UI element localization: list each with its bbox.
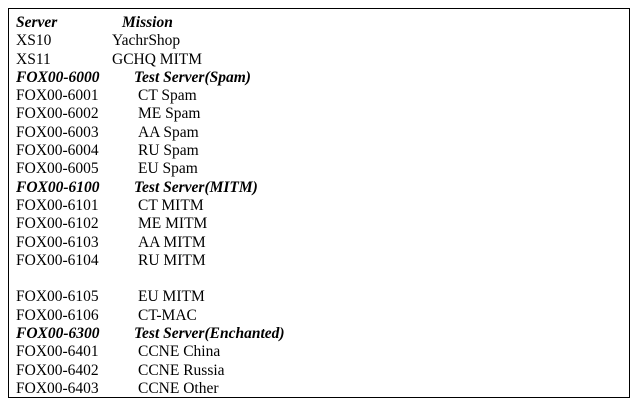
mission-cell: YachrShop bbox=[112, 32, 181, 50]
table-row bbox=[16, 343, 629, 361]
mission-cell: ME MITM bbox=[138, 215, 208, 233]
server-cell: FOX00-6004 bbox=[16, 142, 99, 160]
table-group-row bbox=[16, 179, 629, 197]
server-cell: FOX00-6005 bbox=[16, 160, 99, 178]
table-row bbox=[16, 288, 629, 306]
mission-cell: AA Spam bbox=[138, 123, 199, 141]
server-cell: FOX00-6403 bbox=[16, 379, 99, 397]
mission-cell: AA MITM bbox=[138, 233, 206, 251]
table-row bbox=[16, 215, 629, 233]
server-cell: FOX00-6401 bbox=[16, 343, 99, 361]
server-column-header: Server bbox=[16, 14, 58, 31]
table-row bbox=[16, 105, 629, 123]
server-cell: FOX00-6300 bbox=[16, 325, 100, 343]
mission-cell: RU MITM bbox=[138, 251, 206, 269]
server-cell: XS11 bbox=[16, 50, 51, 68]
server-cell: FOX00-6104 bbox=[16, 251, 99, 269]
server-cell: FOX00-6000 bbox=[16, 68, 100, 86]
server-cell: FOX00-6101 bbox=[16, 196, 99, 214]
server-cell: FOX00-6003 bbox=[16, 123, 99, 141]
table-group-row bbox=[16, 69, 629, 87]
table-row bbox=[16, 234, 629, 252]
server-table bbox=[16, 14, 629, 398]
table-row bbox=[16, 252, 629, 270]
table-spacer-row bbox=[16, 270, 629, 288]
mission-cell: RU Spam bbox=[138, 142, 199, 160]
server-cell: FOX00-6001 bbox=[16, 87, 99, 105]
mission-cell: CT-MAC bbox=[138, 306, 197, 324]
table-row bbox=[16, 380, 629, 398]
mission-cell: CCNE Other bbox=[138, 379, 219, 397]
server-cell: FOX00-6103 bbox=[16, 233, 99, 251]
server-cell: XS10 bbox=[16, 32, 52, 50]
server-table-frame bbox=[8, 8, 630, 398]
mission-cell: EU MITM bbox=[138, 288, 205, 306]
server-cell: FOX00-6106 bbox=[16, 306, 99, 324]
mission-column-header: Mission bbox=[122, 14, 173, 31]
server-cell: FOX00-6402 bbox=[16, 361, 99, 379]
mission-cell: Test Server(MITM) bbox=[134, 178, 258, 196]
table-row bbox=[16, 142, 629, 160]
server-cell: FOX00-6002 bbox=[16, 105, 99, 123]
table-row bbox=[16, 197, 629, 215]
table-row bbox=[16, 87, 629, 105]
table-row bbox=[16, 124, 629, 142]
mission-cell: GCHQ MITM bbox=[112, 50, 202, 68]
table-group-row bbox=[16, 325, 629, 343]
table-row bbox=[16, 32, 629, 50]
server-cell: FOX00-6105 bbox=[16, 288, 99, 306]
table-body bbox=[16, 32, 629, 398]
mission-cell: ME Spam bbox=[138, 105, 201, 123]
mission-cell: CT Spam bbox=[138, 87, 197, 105]
mission-cell: CCNE China bbox=[138, 343, 221, 361]
table-row bbox=[16, 51, 629, 69]
table-header-row bbox=[16, 14, 629, 32]
table-row bbox=[16, 362, 629, 380]
mission-cell: Test Server(Spam) bbox=[134, 68, 251, 86]
mission-cell: CCNE Russia bbox=[138, 361, 225, 379]
mission-cell: EU Spam bbox=[138, 160, 198, 178]
table-row bbox=[16, 160, 629, 178]
mission-cell: CT MITM bbox=[138, 196, 204, 214]
mission-cell: Test Server(Enchanted) bbox=[134, 325, 285, 343]
server-cell: FOX00-6100 bbox=[16, 178, 100, 196]
server-cell: FOX00-6102 bbox=[16, 215, 99, 233]
table-row bbox=[16, 307, 629, 325]
